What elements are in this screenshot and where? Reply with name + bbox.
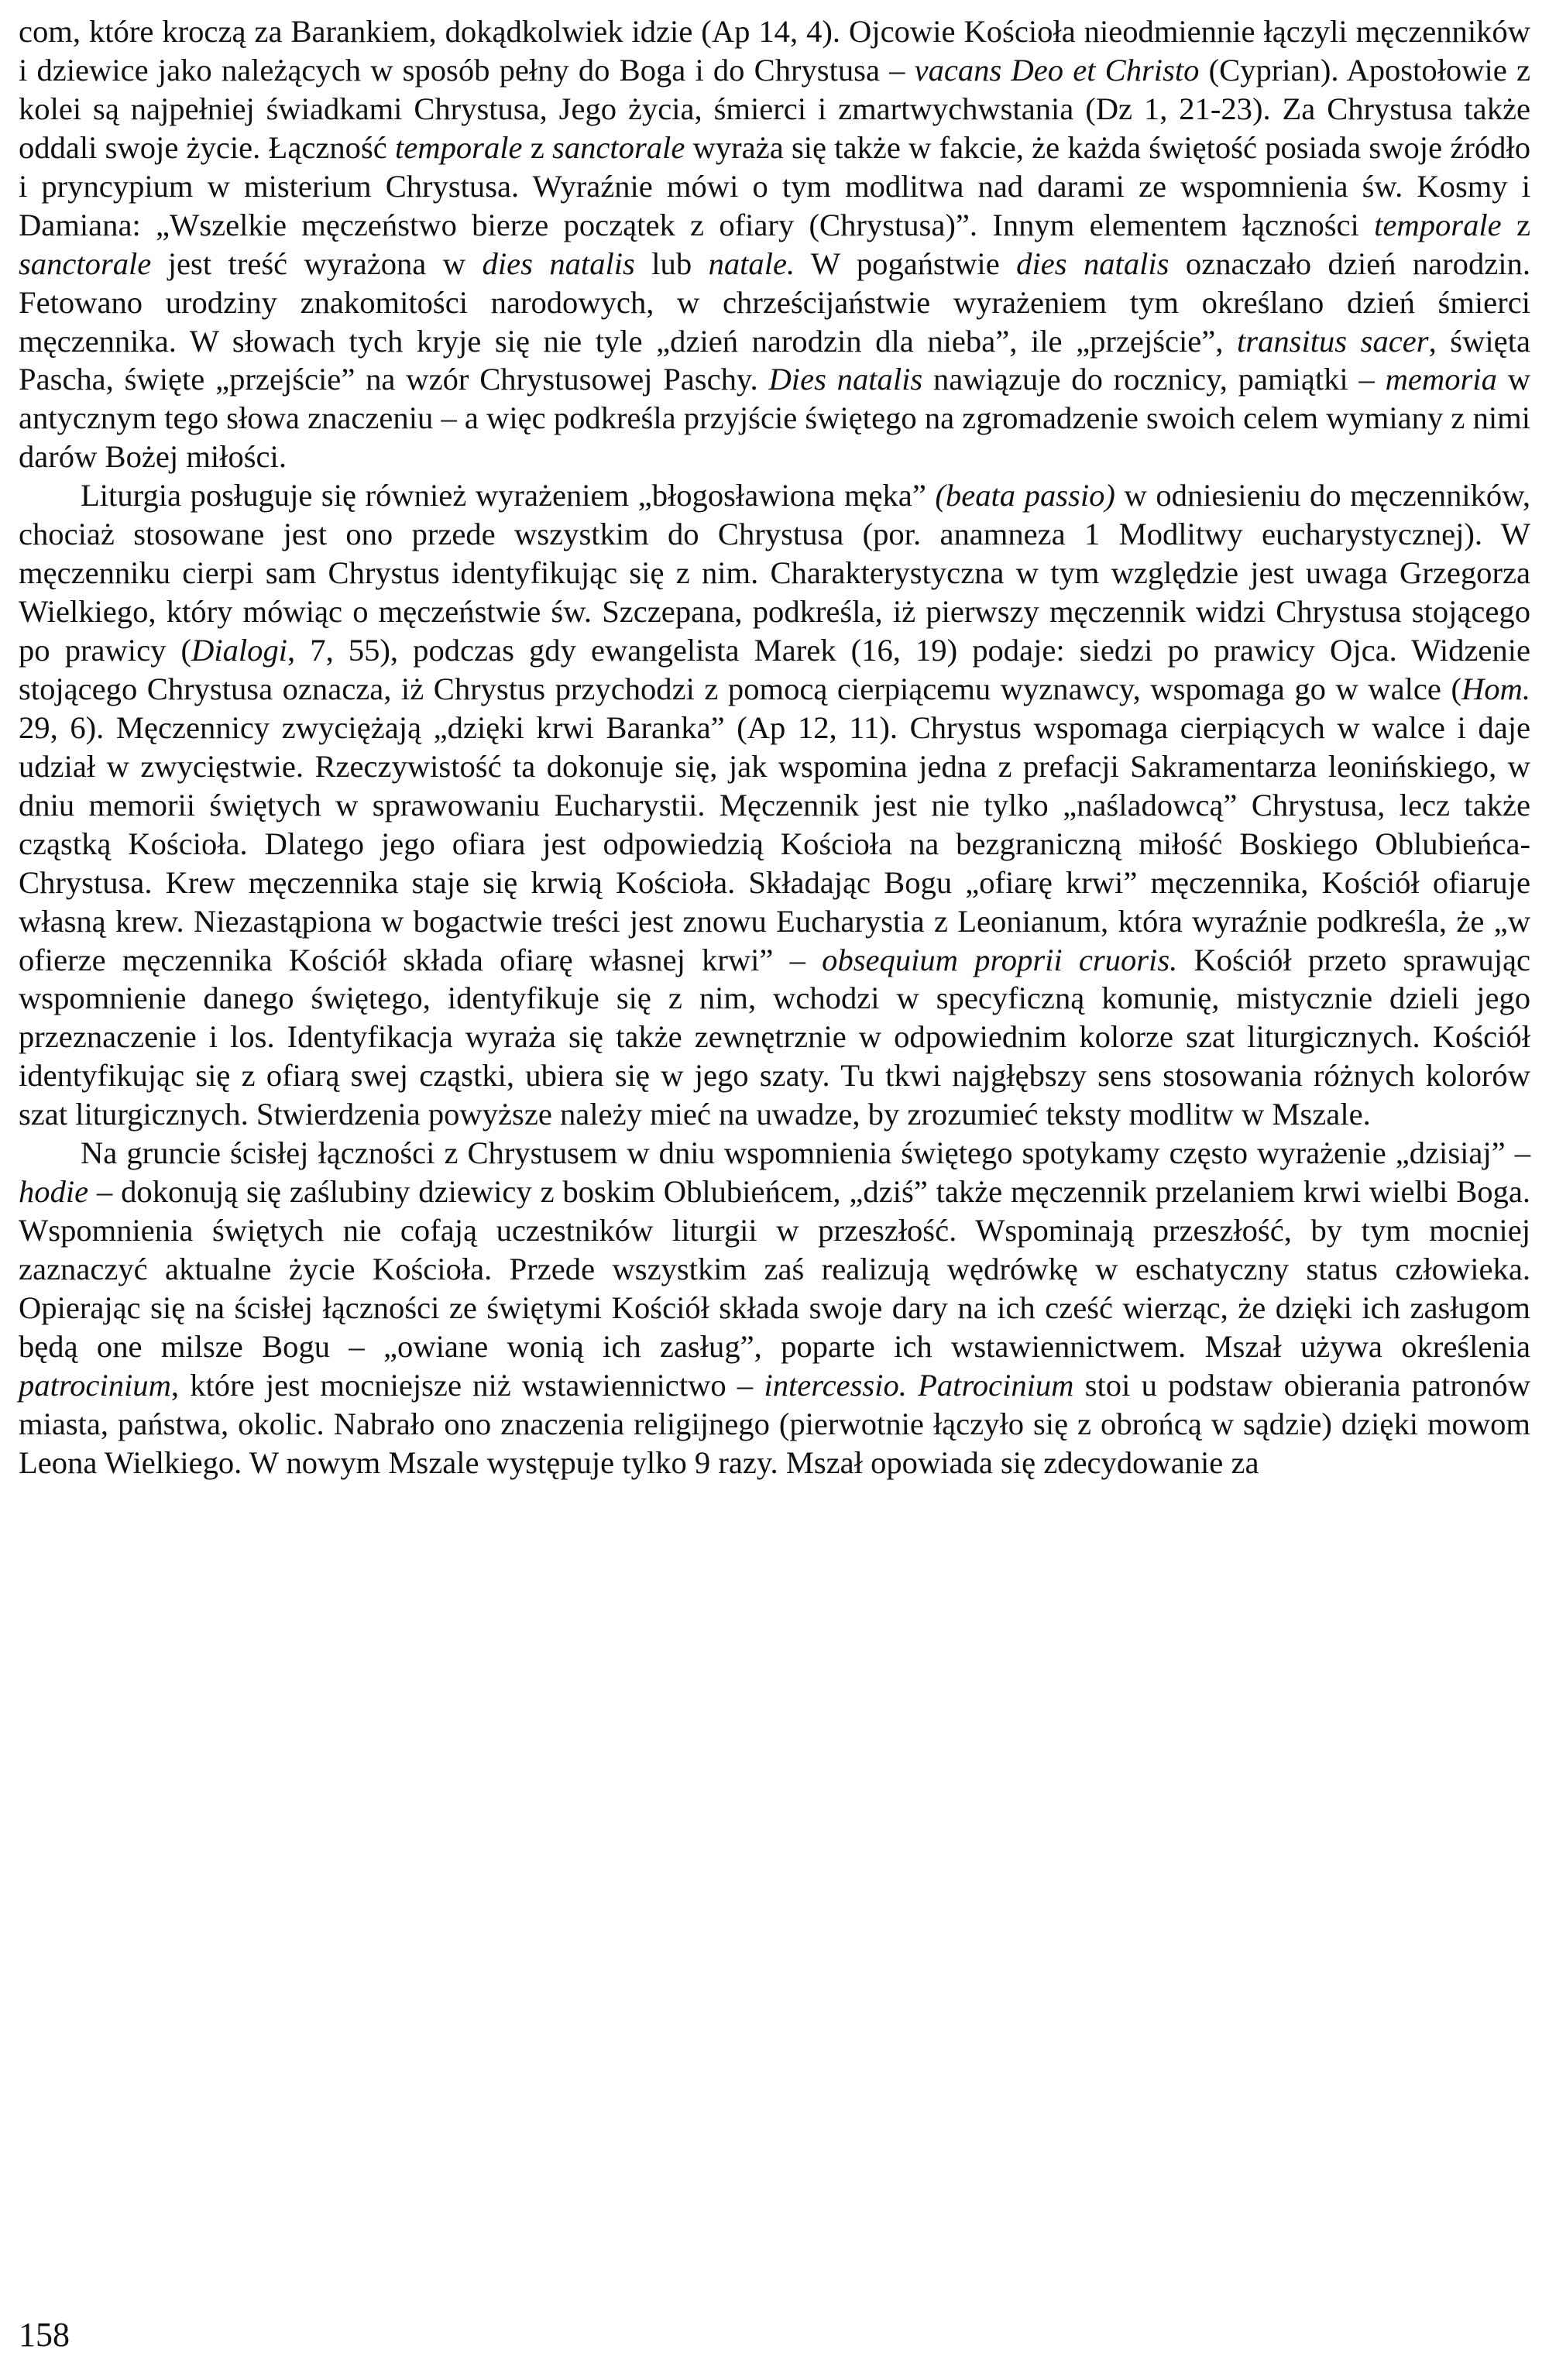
text-run: lub	[634, 246, 709, 281]
italic-text: sanctorale	[19, 246, 152, 281]
text-run: oznaczało dzień narodzin. Fetowano urodziny znakomitości narodowych, w chrześcijaństwie wyrażeniem tym określano dzień śmierci męczennika. W słowach tych kryje się nie tyle „dzień narodzin dla nieba”, ile „przejście”,	[19, 246, 1530, 359]
text-run: z	[1501, 207, 1530, 242]
italic-text: dies natalis	[1016, 246, 1169, 281]
italic-text: dies natalis	[482, 246, 635, 281]
text-run: Liturgia posługuje się również wyrażeniem „błogosławiona męka”	[81, 478, 936, 513]
text-run: w odniesieniu do męczenników, chociaż stosowane jest ono przede wszystkim do Chrystusa (por. anamneza 1 Modlitwy eucharystycznej). W męczenniku cierpi sam Chrystus identyfikując się z nim. Charakterystyczna w tym względzie jest uwaga Grzegorza Wielkiego, który mówiąc o męczeństwie św. Szczepana, podkreśla, iż pierwszy męczennik widzi Chrystusa stojącego po prawicy (	[19, 478, 1531, 668]
text-run: W pogaństwie	[795, 246, 1017, 281]
italic-text: natale.	[708, 246, 795, 281]
text-run: – dokonują się zaślubiny dziewicy z boskim Oblubieńcem, „dziś” także męczennik przelaniem krwi wielbi Boga. Wspomnienia świętych nie cofają uczestników liturgii w przeszłość. Wspominają przeszłość, by tym mocniej zaznaczyć aktualne życie Kościoła. Przede wszystkim zaś realizują wędrówkę w eschatyczny status człowieka. Opierając się na ścisłej łączności ze świętymi Kościół składa swoje dary na ich cześć wierząc, że dzięki ich zasługom będą one milsze Bogu – „owiane wonią ich zasług”, poparte ich wstawiennictwem. Mszał używa określenia	[19, 1174, 1530, 1364]
italic-text: temporale	[1374, 207, 1502, 242]
italic-text: memoria	[1385, 362, 1497, 397]
italic-text: Hom.	[1461, 671, 1530, 706]
italic-text: patrocinium	[19, 1367, 171, 1403]
text-run: , 7, 55), podczas gdy ewangelista Marek (16, 19) podaje: siedzi po prawicy Ojca. Widzenie stojącego Chrystusa oznacza, iż Chrystus przychodzi z pomocą cierpiącemu wyznawcy, wspomaga go w walce (	[19, 633, 1530, 706]
paragraph	[19, 1134, 1530, 1482]
text-run: wyraża się także w fakcie, że każda świętość posiada swoje źródło i pryncypium w misterium Chrystusa. Wyraźnie mówi o tym modlitwa nad darami ze wspomnienia św. Kosmy i Damiana: „Wszelkie męczeństwo bierze początek z ofiary (Chrystusa)”. Innym elementem łączności	[19, 129, 1530, 242]
text-run: 29, 6). Męczennicy zwyciężają „dzięki krwi Baranka” (Ap 12, 11). Chrystus wspomaga cierpiących w walce i daje udział w zwycięstwie. Rzeczywistość ta dokonuje się, jak wspomina jedna z prefacji Sakramentarza leonińskiego, w dniu memorii świętych w sprawowaniu Eucharystii. Męczennik jest nie tylko „naśladowcą” Chrystusa, lecz także cząstką Kościoła. Dlatego jego ofiara jest odpowiedzią Kościoła na bezgraniczną miłość Boskiego Oblubieńca-Chrystusa. Krew męczennika staje się krwią Kościoła. Składając Bogu „ofiarę krwi” męczennika, Kościół ofiaruje własną krew. Niezastąpiona w bogactwie treści jest znowu Eucharystia z Leonianum, która wyraźnie podkreśla, że „w ofierze męczennika Kościół składa ofiarę własnej krwi” –	[19, 709, 1530, 977]
italic-text: Dies natalis	[768, 362, 923, 397]
text-run: jest treść wyrażona w	[151, 246, 483, 281]
paragraph	[19, 12, 1530, 476]
italic-text: vacans Deo et Christo	[914, 52, 1200, 88]
italic-text: obsequium proprii cruoris.	[822, 942, 1178, 977]
text-run: (Cyprian). Apostołowie z kolei są najpełniej świadkami Chrystusa, Jego życia, śmierci i zmartwychwstania (Dz 1, 21-23). Za Chrystusa także oddali swoje życie. Łączność	[19, 52, 1530, 165]
text-run: , które jest mocniejsze niż wstawiennictwo –	[170, 1367, 764, 1403]
paragraph	[19, 476, 1530, 1134]
italic-text: intercessio. Patrocinium	[764, 1367, 1074, 1403]
text-run: z	[522, 129, 553, 165]
text-run: stoi u podstaw obierania patronów miasta, państwa, okolic. Nabrało ono znaczenia religijnego (pierwotnie łączyło się z obrońcą w sądzie) dzięki mowom Leona Wielkiego. W nowym Mszale występuje tylko 9 razy. Mszał opowiada się zdecydowanie za	[19, 1367, 1531, 1480]
text-run: w antycznym tego słowa znaczeniu – a więc podkreśla przyjście świętego na zgromadzenie swoich celem wymiany z nimi darów Bożej miłości.	[19, 362, 1530, 475]
italic-text: temporale	[394, 129, 523, 165]
text-run: nawiązuje do rocznicy, pamiątki –	[922, 362, 1386, 397]
italic-text: transitus sacer	[1237, 323, 1429, 359]
italic-text: Dialogi	[191, 633, 288, 668]
page-number: 158	[19, 2316, 70, 2354]
italic-text: sanctorale	[552, 129, 685, 165]
text-run: Kościół przeto sprawując wspomnienie danego świętego, identyfikuje się z nim, wchodzi w specyficzną komunię, mistycznie dzieli jego przeznaczenie i los. Identyfikacja wyraża się także zewnętrznie w odpowiednim kolorze szat liturgicznych. Kościół identyfikując się z ofiarą swej cząstki, ubiera się w jego szaty. Tu tkwi najgłębszy sens stosowania różnych kolorów szat liturgicznych. Stwierdzenia powyższe należy mieć na uwadze, by zrozumieć teksty modlitw w Mszale.	[19, 942, 1530, 1132]
text-run: com, które kroczą za Barankiem, dokądkolwiek idzie (Ap 14, 4). Ojcowie Kościoła nieodmiennie łączyli męczenników i dziewice jako należących w sposób pełny do Boga i do Chrystusa –	[19, 14, 1530, 88]
text-run: , święta Pascha, święte „przejście” na wzór Chrystusowej Paschy.	[19, 323, 1530, 397]
body-text	[19, 12, 1530, 1482]
italic-text: (beata passio)	[935, 478, 1115, 513]
italic-text: hodie	[19, 1174, 89, 1210]
text-run: Na gruncie ścisłej łączności z Chrystusem w dniu wspomnienia świętego spotykamy często wyrażenie „dzisiaj” –	[81, 1135, 1530, 1171]
